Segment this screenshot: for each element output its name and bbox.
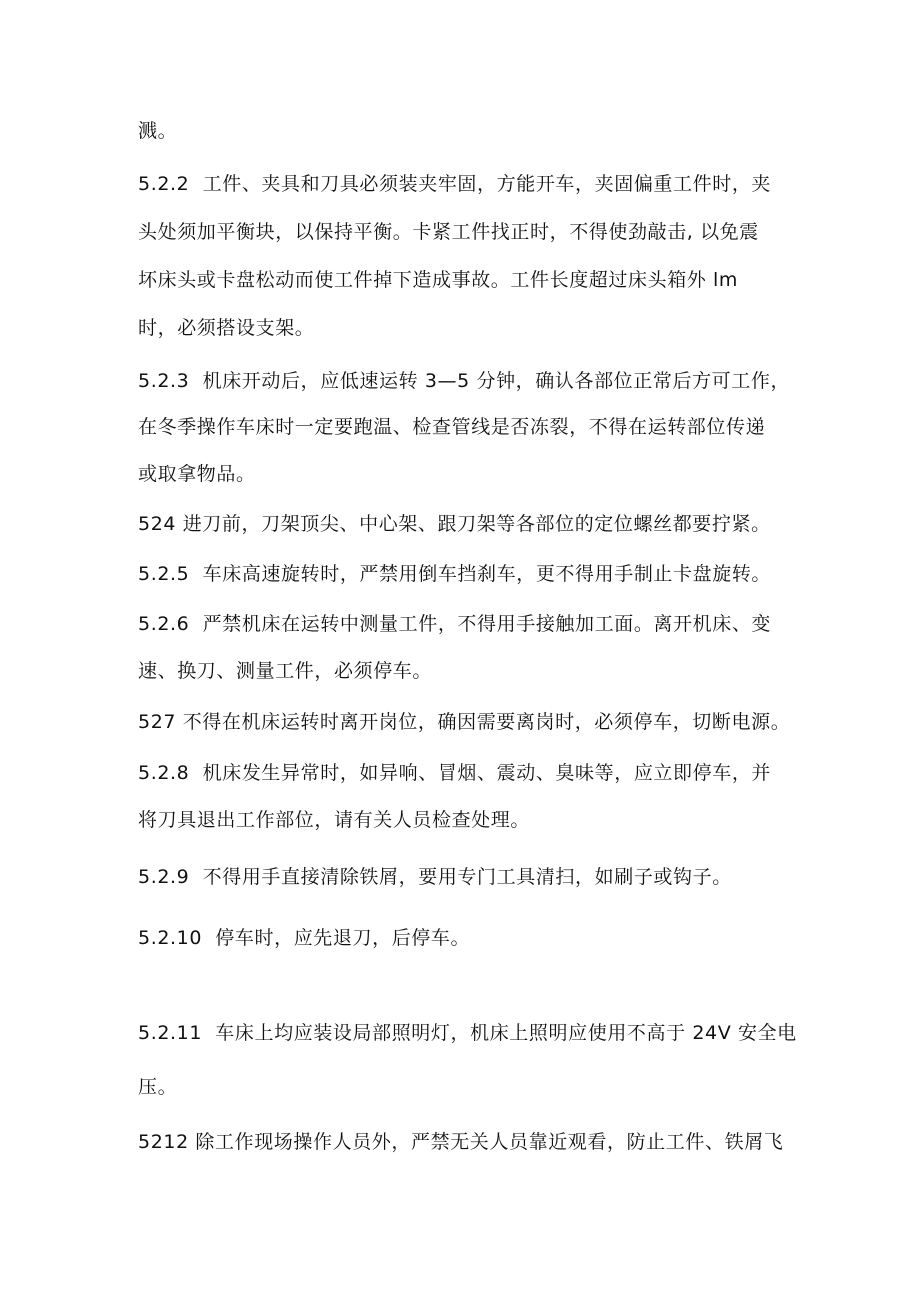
text-line: 527 不得在机床运转时离开岗位，确因需要离岗时，必须停车，切断电源。 <box>138 711 791 733</box>
text-line: 524 进刀前，刀架顶尖、中心架、跟刀架等各部位的定位螺丝都要拧紧。 <box>138 513 771 535</box>
text-line: 在冬季操作车床时一定要跑温、检查管线是否冻裂，不得在运转部位传递 <box>138 416 766 438</box>
text-line: 5212 除工作现场操作人员外，严禁无关人员靠近观看，防止工件、铁屑飞 <box>138 1131 784 1153</box>
text-line: 时，必须搭设支架。 <box>138 317 315 339</box>
text-line: 压。 <box>138 1076 178 1098</box>
text-line: 或取拿物品。 <box>138 463 256 485</box>
text-line: 5.2.11 车床上均应装设局部照明灯，机床上照明应使用不高于 24V 安全电 <box>138 1022 797 1044</box>
text-line: 溅。 <box>138 120 178 142</box>
text-line: 将刀具退出工作部位，请有关人员检查处理。 <box>138 809 531 831</box>
text-line: 5.2.9 不得用手直接清除铁屑，要用专门工具清扫，如刷子或钩子。 <box>138 866 732 888</box>
text-line: 5.2.6 严禁机床在运转中测量工件，不得用手接触加工面。离开机床、变 <box>138 613 772 635</box>
text-line: 5.2.5 车床高速旋转时，严禁用倒车挡刹车，更不得用手制止卡盘旋转。 <box>138 563 772 585</box>
text-line: 5.2.2 工件、夹具和刀具必须装夹牢固，方能开车，夹固偏重工件时，夹 <box>138 173 772 195</box>
text-line: 头处须加平衡块，以保持平衡。卡紧工件找正时，不得使劲敲击, 以免震 <box>138 221 759 243</box>
text-line: 5.2.8 机床发生异常时，如异响、冒烟、震动、臭味等，应立即停车，并 <box>138 762 772 784</box>
text-line: 坏床头或卡盘松动而使工件掉下造成事故。工件长度超过床头箱外 lm <box>138 269 739 291</box>
text-line: 5.2.3 机床开动后，应低速运转 3—5 分钟，确认各部位正常后方可工作， <box>138 370 791 392</box>
text-line: 速、换刀、测量工件，必须停车。 <box>138 660 433 682</box>
text-line: 5.2.10 停车时，应先退刀，后停车。 <box>138 927 471 949</box>
